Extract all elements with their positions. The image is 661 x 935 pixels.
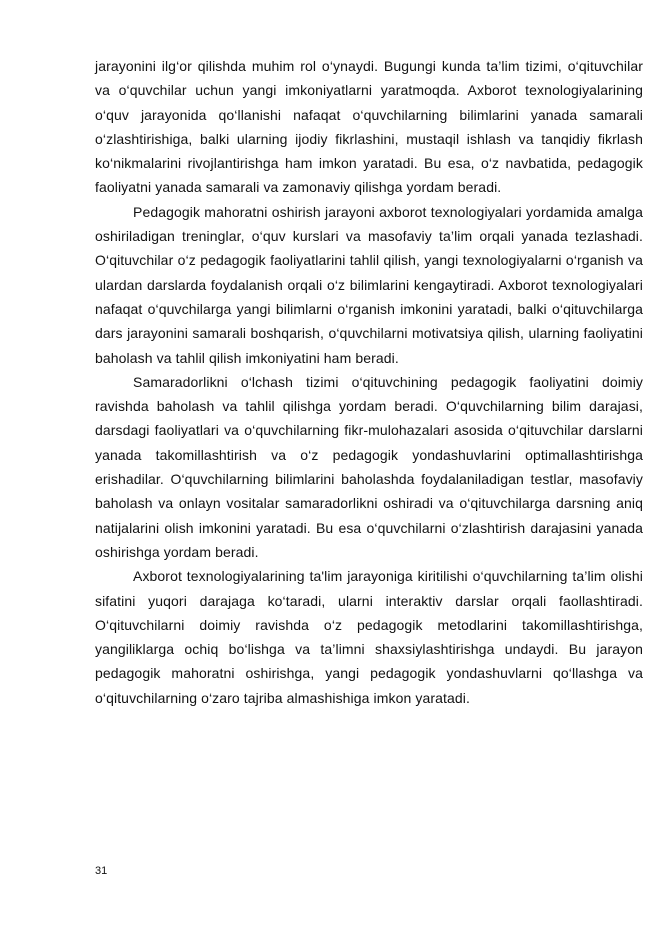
paragraph-4: Axborot texnologiyalarining ta'lim jarayoniga kiritilishi o‘quvchilarning ta’lim olishi sifatini yuqori darajaga ko‘taradi, ularni interaktiv darslar orqali faollashtiradi. O‘qituvchilarni doimiy ravishda o‘z pedagogik metodlarini takomillashtirishga, yangiliklarga ochiq bo‘lishga va ta’limni shaxsiylashtirishga undaydi. Bu jarayon pedagogik mahoratni oshirishga, yangi pedagogik yondashuvlarni qo‘llashga va o‘qituvchilarning o‘zaro tajriba almashishiga imkon yaratadi.	[95, 568, 643, 706]
page-number: 31	[95, 865, 108, 877]
paragraph-1: jarayonini ilg‘or qilishda muhim rol o‘ynaydi. Bugungi kunda ta’lim tizimi, o‘qituvchilar va o‘quvchilar uchun yangi imkoniyatlarni yaratmoqda. Axborot texnologiyalarining o‘quv jarayonida qo‘llanishi nafaqat o‘quvchilarning bilimlarini yanada samarali o‘zlashtirishiga, balki ularning ijodiy fikrlashini, mustaqil ishlash va tanqidiy fikrlash ko‘nikmalarini rivojlantirishga ham imkon yaratadi. Bu esa, o‘z navbatida, pedagogik faoliyatni yanada samarali va zamonaviy qilishga yordam beradi.	[95, 58, 643, 196]
document-body	[95, 54, 643, 710]
paragraph-2: Pedagogik mahoratni oshirish jarayoni axborot texnologiyalari yordamida amalga oshiriladigan treninglar, o‘quv kurslari va masofaviy ta’lim orqali yanada tezlashadi. O‘qituvchilar o‘z pedagogik faoliyatlarini tahlil qilish, yangi texnologiyalarni o‘rganish va ulardan darslarda foydalanish orqali o‘z bilimlarini kengaytiradi. Axborot texnologiyalari nafaqat o‘quvchilarga yangi bilimlarni o‘rganish imkonini yaratadi, balki o‘qituvchilarga dars jarayonini samarali boshqarish, o‘quvchilarni motivatsiya qilish, ularning faoliyatini baholash va tahlil qilish imkoniyatini ham beradi.	[95, 203, 643, 366]
paragraph-3: Samaradorlikni o‘lchash tizimi o‘qituvchining pedagogik faoliyatini doimiy ravishda baholash va tahlil qilishga yordam beradi. O‘quvchilarning bilim darajasi, darsdagi faoliyatlari va o‘quvchilarning fikr-mulohazalari asosida o‘qituvchilar darslarni yanada takomillashtirish va o‘z pedagogik yondashuvlarini optimallashtirishga erishadilar. O‘quvchilarning bilimlarini baholashda foydalaniladigan testlar, masofaviy baholash va onlayn vositalar samaradorlikni oshiradi va o‘qituvchilarga darsning aniq natijalarini olish imkonini yaratadi. Bu esa o‘quvchilarni o‘zlashtirish darajasini yanada oshirishga yordam beradi.	[95, 373, 643, 560]
